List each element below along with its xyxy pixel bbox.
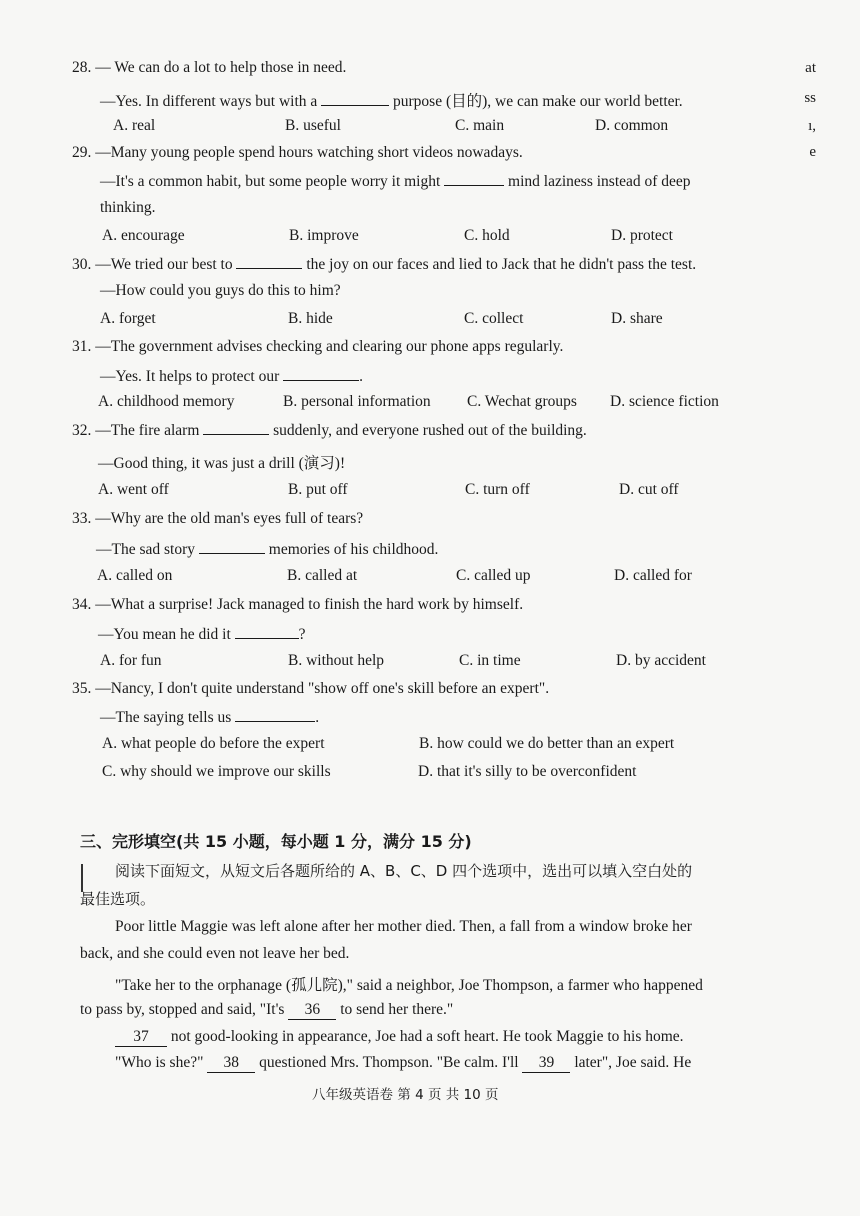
question-28: 28. — We can do a lot to help those in need. (72, 59, 347, 76)
answer-28 (100, 89, 683, 111)
edge-fragment: e (809, 144, 816, 160)
answer-28-post: purpose (目的), we can make our world better. (393, 93, 683, 110)
option-31-b: B. personal information (283, 393, 431, 410)
answer-29-continued: thinking. (100, 199, 156, 216)
option-35-d: D. that it's silly to be overconfident (418, 763, 637, 780)
blank (236, 254, 302, 269)
option-30-b: B. hide (288, 310, 333, 327)
passage-text: later", Joe said. He (574, 1054, 692, 1071)
passage-line (115, 1054, 691, 1073)
option-29-b: B. improve (289, 227, 359, 244)
blank (199, 539, 265, 554)
option-28-a: A. real (113, 117, 156, 134)
question-30-pre: 30. —We tried our best to (72, 256, 233, 273)
option-30-c: C. collect (464, 310, 524, 327)
blank (203, 420, 269, 435)
edge-fragment: ss (804, 90, 816, 106)
passage-line (80, 1001, 453, 1020)
option-34-b: B. without help (288, 652, 385, 669)
blank (235, 707, 315, 722)
blank-36: 36 (288, 1001, 336, 1020)
option-32-b: B. put off (288, 481, 348, 498)
option-31-a: A. childhood memory (98, 393, 235, 410)
option-29-c: C. hold (464, 227, 510, 244)
blank (235, 624, 299, 639)
passage-line (115, 1028, 684, 1047)
option-35-c: C. why should we improve our skills (102, 763, 331, 780)
question-32 (72, 420, 587, 440)
option-31-d: D. science fiction (610, 393, 719, 410)
option-34-d: D. by accident (616, 652, 706, 669)
answer-33 (96, 539, 438, 559)
answer-34-post: ? (298, 626, 306, 643)
question-32-post: suddenly, and everyone rushed out of the building. (273, 422, 587, 439)
question-34: 34. —What a surprise! Jack managed to finish the hard work by himself. (72, 596, 524, 613)
section-instruction: 阅读下面短文，从短文后各题所给的 A、B、C、D 四个选项中，选出可以填入空白处的 (115, 862, 693, 880)
answer-28-pre: —Yes. In different ways but with a (100, 93, 318, 110)
answer-34-pre: —You mean he did it (98, 626, 231, 643)
option-31-c: C. Wechat groups (467, 393, 577, 410)
passage-text: questioned Mrs. Thompson. "Be calm. I'll (259, 1054, 519, 1071)
option-35-a: A. what people do before the expert (102, 735, 325, 752)
option-32-d: D. cut off (619, 481, 679, 498)
question-29: 29. —Many young people spend hours watching short videos nowadays. (72, 144, 523, 161)
passage-line: back, and she could even not leave her bed. (80, 945, 350, 962)
blank-38: 38 (207, 1054, 255, 1073)
page-footer: 八年级英语卷 第 4 页 共 10 页 (312, 1087, 499, 1103)
option-29-a: A. encourage (102, 227, 185, 244)
passage-line: Poor little Maggie was left alone after her mother died. Then, a fall from a window broke her (115, 918, 692, 935)
answer-29 (100, 171, 691, 191)
option-32-a: A. went off (98, 481, 169, 498)
blank (321, 91, 389, 106)
option-34-c: C. in time (459, 652, 521, 669)
question-31: 31. —The government advises checking and clearing our phone apps regularly. (72, 338, 564, 355)
option-29-d: D. protect (611, 227, 673, 244)
option-35-b: B. how could we do better than an expert (419, 735, 675, 752)
answer-29-pre: —It's a common habit, but some people worry it might (100, 173, 441, 190)
option-34-a: A. for fun (100, 652, 162, 669)
option-28-c: C. main (455, 117, 505, 134)
edge-fragment: ı, (808, 118, 816, 134)
answer-31 (100, 366, 363, 386)
passage-text: to send her there." (340, 1001, 454, 1018)
blank (283, 366, 359, 381)
edge-fragment: at (805, 60, 816, 76)
option-28-d: D. common (595, 117, 669, 134)
passage-line: "Take her to the orphanage (孤儿院)," said a neighbor, Joe Thompson, a farmer who happened (115, 977, 703, 994)
option-33-c: C. called up (456, 567, 531, 584)
answer-34 (98, 624, 306, 644)
answer-33-post: memories of his childhood. (268, 541, 439, 558)
section-heading: 三、完形填空(共 15 小题，每小题 1 分，满分 15 分) (80, 832, 472, 851)
answer-31-pre: —Yes. It helps to protect our (100, 368, 280, 385)
option-33-d: D. called for (614, 567, 692, 584)
passage-text: to pass by, stopped and said, "It's (80, 1001, 285, 1018)
question-35: 35. —Nancy, I don't quite understand "show off one's skill before an expert". (72, 680, 550, 697)
option-30-d: D. share (611, 310, 663, 327)
section-instruction-continued: 最佳选项。 (80, 890, 156, 908)
question-30 (72, 254, 696, 274)
question-33: 33. —Why are the old man's eyes full of tears? (72, 510, 364, 527)
option-30-a: A. forget (100, 310, 156, 327)
blank (444, 171, 504, 186)
option-28-b: B. useful (285, 117, 341, 134)
answer-35-pre: —The saying tells us (100, 709, 232, 726)
option-32-c: C. turn off (465, 481, 530, 498)
question-30-post: the joy on our faces and lied to Jack that he didn't pass the test. (306, 256, 697, 273)
answer-30: —How could you guys do this to him? (100, 282, 341, 299)
answer-35 (100, 707, 319, 727)
answer-35-post: . (315, 709, 320, 726)
passage-text: "Who is she?" (115, 1054, 204, 1071)
blank-37: 37 (115, 1028, 167, 1047)
blank-39: 39 (522, 1054, 570, 1073)
answer-33-pre: —The sad story (96, 541, 196, 558)
answer-29-post: mind laziness instead of deep (508, 173, 691, 190)
option-33-a: A. called on (97, 567, 173, 584)
question-32-pre: 32. —The fire alarm (72, 422, 200, 439)
option-33-b: B. called at (287, 567, 358, 584)
passage-text: not good-looking in appearance, Joe had a soft heart. He took Maggie to his home. (170, 1028, 684, 1045)
answer-31-post: . (359, 368, 363, 385)
answer-32: —Good thing, it was just a drill (演习)! (98, 455, 346, 472)
